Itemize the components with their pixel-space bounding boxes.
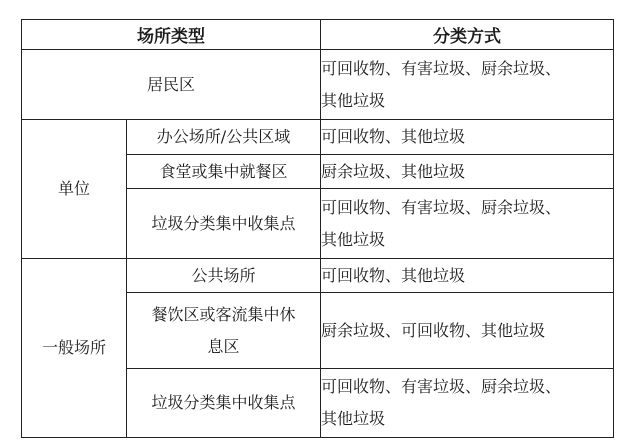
place-line: 息区	[207, 336, 240, 356]
method-cell	[321, 50, 614, 120]
method-cell: 可回收物、其他垃圾	[321, 120, 614, 155]
header-method: 分类方式	[321, 20, 614, 50]
header-place-type: 场所类型	[22, 20, 321, 50]
method-line: 其他垃圾	[321, 90, 386, 110]
place-cell: 办公场所/公共区域	[127, 120, 321, 155]
method-cell: 厨余垃圾、可回收物、其他垃圾	[321, 293, 614, 369]
group-cell-general: 一般场所	[22, 259, 127, 438]
place-cell: 垃圾分类集中收集点	[127, 369, 321, 438]
place-cell	[127, 293, 321, 369]
method-line: 可回收物、有害垃圾、厨余垃圾、	[321, 377, 562, 396]
method-cell: 可回收物、其他垃圾	[321, 259, 614, 293]
table-row	[22, 120, 614, 155]
method-line: 其他垃圾	[321, 229, 386, 249]
header-row	[22, 20, 614, 50]
table-row	[22, 259, 614, 293]
method-cell: 厨余垃圾、其他垃圾	[321, 155, 614, 189]
waste-classification-table	[21, 19, 614, 438]
place-cell: 居民区	[22, 50, 321, 120]
place-cell: 垃圾分类集中收集点	[127, 189, 321, 259]
method-line: 可回收物、有害垃圾、厨余垃圾、	[321, 197, 562, 217]
table-row	[22, 50, 614, 120]
method-line: 可回收物、有害垃圾、厨余垃圾、	[321, 58, 562, 78]
method-line: 其他垃圾	[321, 409, 386, 428]
place-cell: 食堂或集中就餐区	[127, 155, 321, 189]
group-cell-unit: 单位	[22, 120, 127, 259]
place-cell: 公共场所	[127, 259, 321, 293]
method-cell	[321, 369, 614, 438]
place-line: 餐饮区或客流集中休	[151, 304, 296, 324]
method-cell	[321, 189, 614, 259]
